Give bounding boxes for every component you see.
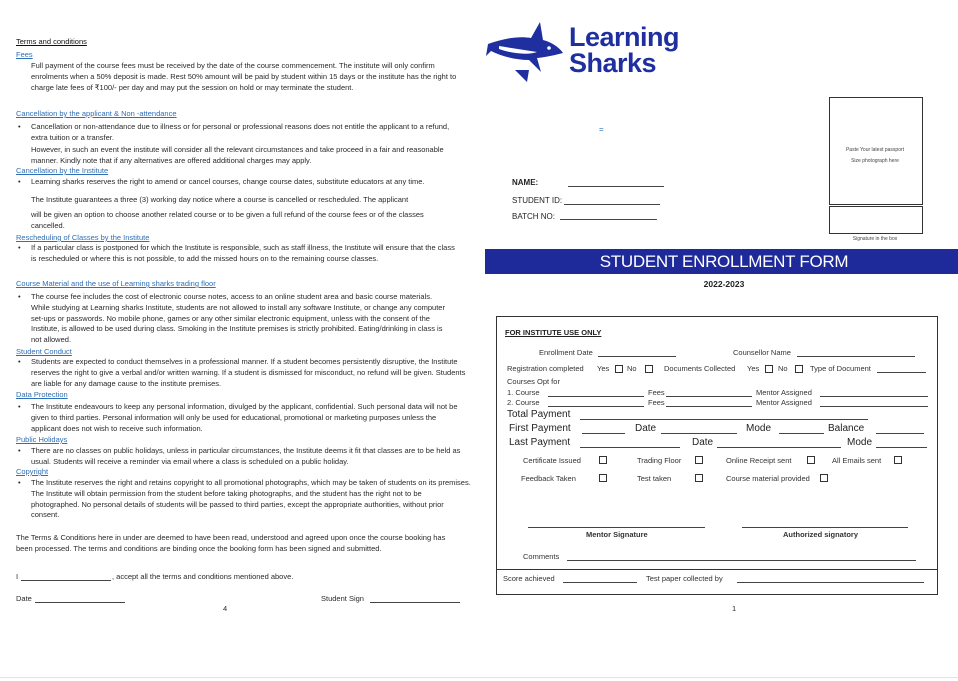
name-label: NAME: bbox=[512, 178, 539, 187]
accept-prefix: I bbox=[16, 572, 19, 581]
first-date-line[interactable] bbox=[661, 433, 737, 434]
all-emails-label: All Emails sent bbox=[832, 456, 882, 465]
conduct-bullet: • Students are expected to conduct themselves in a professional manner. If a student becomes persistently disruptive, the Institute reserves the right to give a verbal and/or written warning. If a student is dismissed for misconduct, no refund will be given. Students are liable for any damage cause to the institute premises. bbox=[31, 357, 471, 389]
test-taken-label: Test taken bbox=[637, 474, 672, 483]
docs-no-label: No bbox=[778, 364, 788, 373]
online-receipt-checkbox[interactable] bbox=[807, 456, 815, 464]
feedback-taken-label: Feedback Taken bbox=[521, 474, 576, 483]
holidays-bullet: • There are no classes on public holidays, unless in particular circumstances, the Institute deems it fit that classes are to be held as usual. Students will receive a reminder via email where a class is scheduled on a public holiday. bbox=[31, 446, 471, 468]
reg-no-checkbox[interactable] bbox=[645, 365, 653, 373]
data-protection-heading: Data Protection bbox=[16, 390, 68, 399]
photo-hint-1: Paste Your latest passport bbox=[845, 147, 905, 153]
balance-line[interactable] bbox=[876, 433, 924, 434]
course-1-label: 1. Course bbox=[507, 388, 540, 397]
test-taken-checkbox[interactable] bbox=[695, 474, 703, 482]
certificate-issued-label: Certificate Issued bbox=[523, 456, 581, 465]
batch-label: BATCH NO: bbox=[512, 212, 555, 221]
registration-completed-label: Registration completed bbox=[507, 364, 584, 373]
cancel-institute-notice: The Institute guarantees a three (3) working day notice where a course is cancelled or rescheduled. The applicant bbox=[31, 195, 409, 204]
course-2-mentor-label: Mentor Assigned bbox=[756, 398, 812, 407]
closing-text: The Terms & Conditions here in under are deemed to have been read, understood and agreed upon once the course booking has been processed. The terms and conditions are binding once the booking form has been signed and submitted. bbox=[16, 533, 446, 553]
cancel-paragraph: However, in such an event the institute will consider all the relevant circumstances and take proceed in a fair and reasonable manner. Kindly note that if any alternatives are offered additional charges may apply. bbox=[31, 145, 444, 165]
cancel-heading: Cancellation by the applicant & Non -attendance bbox=[16, 109, 177, 118]
trading-floor-checkbox[interactable] bbox=[695, 456, 703, 464]
first-payment-label: First Payment bbox=[509, 423, 571, 434]
conduct-heading: Student Conduct bbox=[16, 347, 72, 356]
copyright-bullet: • The Institute reserves the right and retains copyright to all promotional photographs, which may be taken of students on its premises. The Institute will obtain permission from the student before taking photographs, and the student has the right not to be photographed. No personal details of students will be passed to third parties, except the appropriate authorities, without prior consent. bbox=[31, 478, 471, 521]
courses-opt-label: Courses Opt for bbox=[507, 377, 560, 386]
form-year: 2022-2023 bbox=[703, 279, 745, 289]
first-date-label: Date bbox=[635, 423, 657, 434]
trading-floor-label: Trading Floor bbox=[637, 456, 682, 465]
enrollment-date-line[interactable] bbox=[598, 356, 676, 357]
last-mode-line[interactable] bbox=[876, 447, 927, 448]
docs-yes-label: Yes bbox=[747, 364, 760, 373]
reschedule-bullet: • If a particular class is postponed for which the Institute is responsible, such as staff illness, the Institute will ensure that the class is rescheduled or where this is not possible, to add the missed hours on to the remaining course classes. bbox=[31, 243, 461, 265]
last-payment-label: Last Payment bbox=[509, 437, 571, 448]
counsellor-name-label: Counsellor Name bbox=[733, 348, 791, 357]
fees-heading: Fees bbox=[16, 50, 33, 59]
total-payment-line[interactable] bbox=[580, 419, 868, 420]
course-2-fees-line[interactable] bbox=[666, 406, 752, 407]
photo-hint-2: Size photograph here bbox=[851, 158, 899, 164]
certificate-issued-checkbox[interactable] bbox=[599, 456, 607, 464]
cancel-institute-bullet: • Learning sharks reserves the right to amend or cancel courses, change course dates, substitute educators at any time. bbox=[31, 177, 476, 188]
office-box-divider bbox=[496, 569, 937, 570]
reschedule-heading: Rescheduling of Classes by the Institute bbox=[16, 233, 150, 242]
all-emails-checkbox[interactable] bbox=[894, 456, 902, 464]
signature-box[interactable] bbox=[829, 206, 923, 234]
name-line[interactable] bbox=[568, 186, 664, 187]
course-2-label: 2. Course bbox=[507, 398, 540, 407]
office-heading: FOR INSTITUTE USE ONLY bbox=[505, 328, 602, 337]
last-payment-line[interactable] bbox=[580, 447, 680, 448]
feedback-taken-checkbox[interactable] bbox=[599, 474, 607, 482]
last-date-line[interactable] bbox=[717, 447, 841, 448]
page-bottom-edge bbox=[0, 677, 958, 678]
docs-yes-checkbox[interactable] bbox=[765, 365, 773, 373]
counsellor-name-line[interactable] bbox=[797, 356, 915, 357]
reg-no-label: No bbox=[627, 364, 637, 373]
student-id-line[interactable] bbox=[564, 204, 660, 205]
equals-mark: = bbox=[599, 125, 604, 134]
form-title: STUDENT ENROLLMENT FORM bbox=[599, 252, 849, 271]
total-payment-label: Total Payment bbox=[507, 409, 571, 420]
course-2-fees-label: Fees bbox=[648, 398, 665, 407]
copyright-heading: Copyright bbox=[16, 467, 49, 476]
student-id-label: STUDENT ID: bbox=[512, 196, 563, 205]
batch-line[interactable] bbox=[560, 219, 657, 220]
holidays-heading: Public Holidays bbox=[16, 435, 68, 444]
course-2-mentor-line[interactable] bbox=[820, 406, 928, 407]
course-1-mentor-line[interactable] bbox=[820, 396, 928, 397]
online-receipt-label: Online Receipt sent bbox=[726, 456, 792, 465]
brand-line-2: Sharks bbox=[569, 48, 657, 78]
left-page-number: 4 bbox=[223, 604, 228, 613]
course-1-fees-label: Fees bbox=[648, 388, 665, 397]
material-heading: Course Material and the use of Learning sharks trading floor bbox=[16, 279, 216, 288]
cancel-bullet: • Cancellation or non-attendance due to illness or for personal or professional reasons does not entitle the applicant to a refund, extra tuition or a transfer. bbox=[31, 122, 464, 144]
student-sign-label: Student Sign bbox=[321, 594, 364, 603]
brand-line-1: Learning bbox=[569, 22, 680, 52]
material-bullet: • The course fee includes the cost of electronic course notes, access to an online student area and basic course materials. While studying at Learning sharks Institute, students are not allowed to install any software Institute, or change any computer set-ups or passwords. No mobile phone, games or any other similar electronic equipment, unless with the consent of the Institute, is allowed to be used during class. Smoking in the Institute premises is strictly prohibited. Eating/drinking in class is not allowed. bbox=[31, 292, 449, 346]
score-achieved-label: Score achieved bbox=[503, 574, 555, 583]
cancel-institute-heading: Cancellation by the Institute bbox=[16, 166, 109, 175]
first-mode-line[interactable] bbox=[779, 433, 824, 434]
course-1-line[interactable] bbox=[548, 396, 644, 397]
mentor-signature-label: Mentor Signature bbox=[586, 530, 648, 539]
document-type-label: Type of Document bbox=[810, 364, 871, 373]
test-paper-label: Test paper collected by bbox=[646, 574, 723, 583]
mentor-signature-line[interactable] bbox=[528, 527, 705, 528]
student-sign-line[interactable] bbox=[370, 602, 460, 603]
enrollment-date-label: Enrollment Date bbox=[539, 348, 593, 357]
course-1-mentor-label: Mentor Assigned bbox=[756, 388, 812, 397]
document-type-line[interactable] bbox=[877, 372, 926, 373]
reg-yes-label: Yes bbox=[597, 364, 610, 373]
fees-text: Full payment of the course fees must be received by the date of the course commencement. The institute will only confirm enrolments when a 50% deposit is made. Rest 50% amount will be paid by student within 15 days or the institute has the right to charge late fees of ₹100/- per day and may put the session on hold or may terminate the student. bbox=[31, 61, 457, 92]
course-material-checkbox[interactable] bbox=[820, 474, 828, 482]
authorized-signatory-line[interactable] bbox=[742, 527, 908, 528]
authorized-signatory-label: Authorized signatory bbox=[783, 530, 859, 539]
date-line[interactable] bbox=[35, 602, 125, 603]
course-2-line[interactable] bbox=[548, 406, 644, 407]
course-1-fees-line[interactable] bbox=[666, 396, 752, 397]
score-achieved-line[interactable] bbox=[563, 582, 637, 583]
terms-title: Terms and conditions bbox=[16, 37, 87, 46]
test-paper-line[interactable] bbox=[737, 582, 924, 583]
cancel-institute-option: will be given an option to choose another related course or to be given a full refund of the course fees or of the classes cancelled. bbox=[31, 210, 424, 230]
comments-line[interactable] bbox=[567, 560, 916, 561]
last-mode-label: Mode bbox=[847, 437, 873, 448]
reg-yes-checkbox[interactable] bbox=[615, 365, 623, 373]
first-mode-label: Mode bbox=[746, 423, 772, 434]
first-payment-line[interactable] bbox=[582, 433, 625, 434]
signature-hint: Signature in the box bbox=[852, 236, 898, 242]
data-protection-bullet: • The Institute endeavours to keep any personal information, divulged by the applicant, confidential. Such personal data will not be given to third parties. Personal information will only be used for educational, promotional or marketing purposes unless the applicant does not wish to receive such information. bbox=[31, 402, 463, 434]
last-date-label: Date bbox=[692, 437, 714, 448]
comments-label: Comments bbox=[523, 552, 560, 561]
balance-label: Balance bbox=[828, 423, 865, 434]
right-page-number: 1 bbox=[732, 604, 737, 613]
docs-no-checkbox[interactable] bbox=[795, 365, 803, 373]
accept-name-line[interactable] bbox=[21, 580, 111, 581]
date-label: Date bbox=[16, 594, 32, 603]
course-material-label: Course material provided bbox=[726, 474, 810, 483]
docs-collected-label: Documents Collected bbox=[664, 364, 736, 373]
shark-logo-icon bbox=[485, 20, 565, 86]
accept-text: , accept all the terms and conditions mentioned above. bbox=[112, 572, 294, 581]
